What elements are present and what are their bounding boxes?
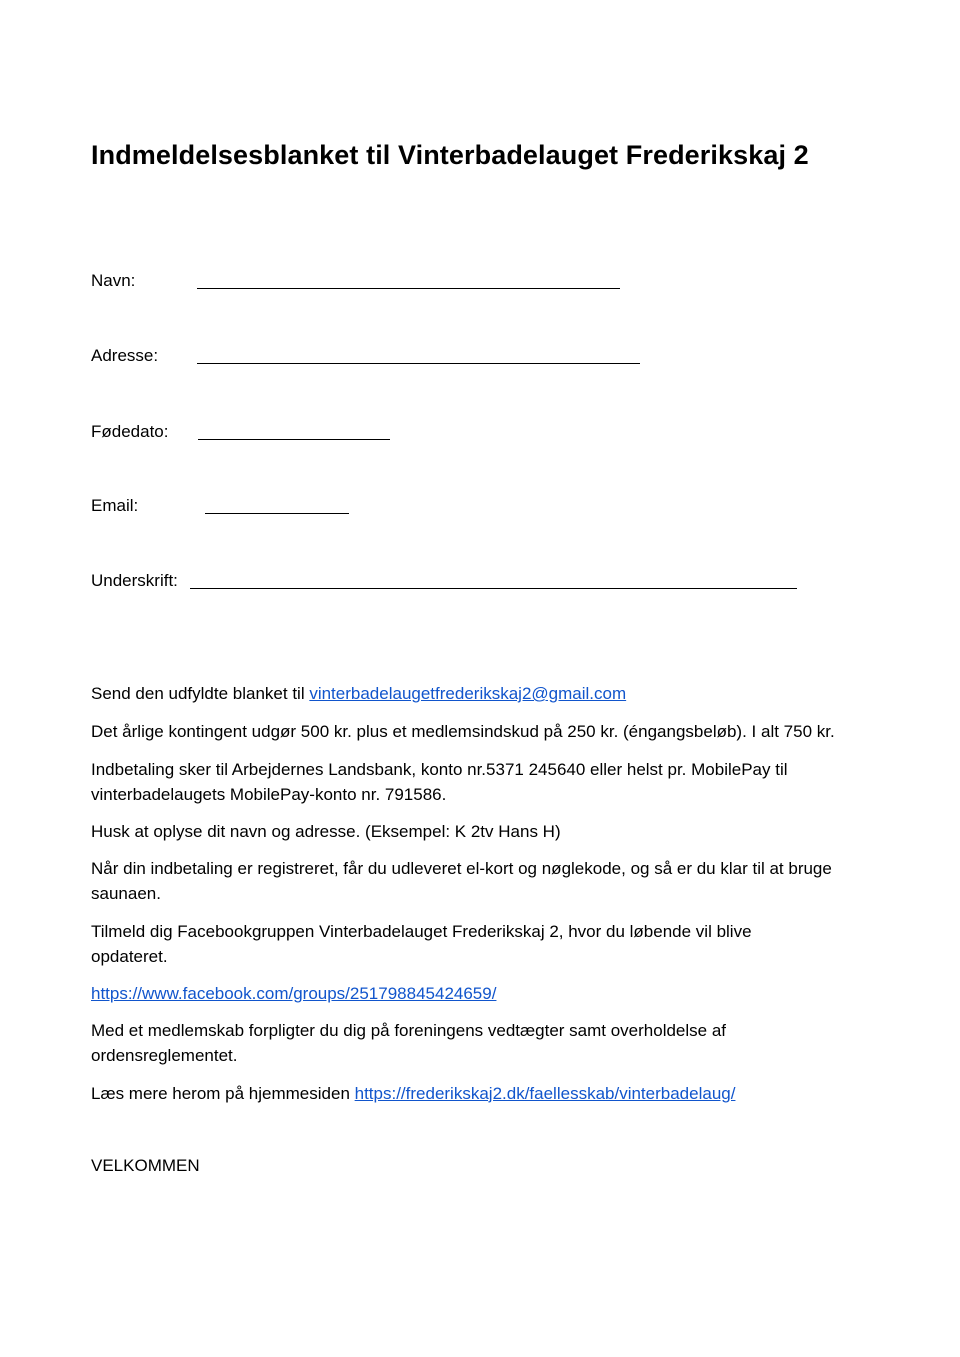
facebook-link[interactable]: https://www.facebook.com/groups/251798845424659/ xyxy=(91,984,497,1003)
payment-paragraph: Indbetaling sker til Arbejdernes Landsbank, konto nr.5371 245640 eller helst pr. MobilePay til vinterbadelaugets MobilePay-konto nr. 791586. xyxy=(91,760,788,804)
birthdate-field xyxy=(91,422,401,446)
birthdate-blank-line[interactable] xyxy=(198,439,390,440)
name-label: Navn: xyxy=(91,271,136,290)
email-link[interactable]: vinterbadelaugetfrederikskaj2@gmail.com xyxy=(309,684,627,703)
email-blank-line[interactable] xyxy=(205,513,349,514)
signature-blank-line[interactable] xyxy=(190,588,797,589)
signature-field xyxy=(91,571,811,595)
facebook-link-paragraph xyxy=(91,982,881,1007)
website-text: Læs mere herom på hjemmesiden xyxy=(91,1084,355,1103)
email-field xyxy=(91,496,361,520)
registered-paragraph: Når din indbetaling er registreret, får du udleveret el-kort og nøglekode, og så er du klar til at bruge saunaen. xyxy=(91,859,832,903)
remember-paragraph: Husk at oplyse dit navn og adresse. (Eksempel: K 2tv Hans H) xyxy=(91,822,561,841)
address-blank-line[interactable] xyxy=(197,363,640,364)
facebook-paragraph: Tilmeld dig Facebookgruppen Vinterbadelauget Frederikskaj 2, hvor du løbende vil blive opdateret. xyxy=(91,922,752,966)
name-blank-line[interactable] xyxy=(197,288,620,289)
website-link[interactable]: https://frederikskaj2.dk/faellesskab/vinterbadelaug/ xyxy=(354,1084,736,1103)
address-field xyxy=(91,346,651,370)
signature-label: Underskrift: xyxy=(91,571,178,590)
email-label: Email: xyxy=(91,496,139,515)
send-instruction xyxy=(91,682,881,707)
name-field xyxy=(91,271,631,295)
send-text: Send den udfyldte blanket til xyxy=(91,684,310,703)
website-paragraph xyxy=(91,1082,881,1107)
fee-paragraph: Det årlige kontingent udgør 500 kr. plus et medlemsindskud på 250 kr. (éngangsbeløb). I alt 750 kr. xyxy=(91,722,835,741)
welcome-text: VELKOMMEN xyxy=(91,1156,200,1175)
address-label: Adresse: xyxy=(91,346,159,365)
document-title: Indmeldelsesblanket til Vinterbadelauget Frederikskaj 2 xyxy=(91,140,809,170)
birthdate-label: Fødedato: xyxy=(91,422,169,441)
membership-paragraph: Med et medlemskab forpligter du dig på foreningens vedtægter samt overholdelse af ordensreglementet. xyxy=(91,1021,727,1065)
